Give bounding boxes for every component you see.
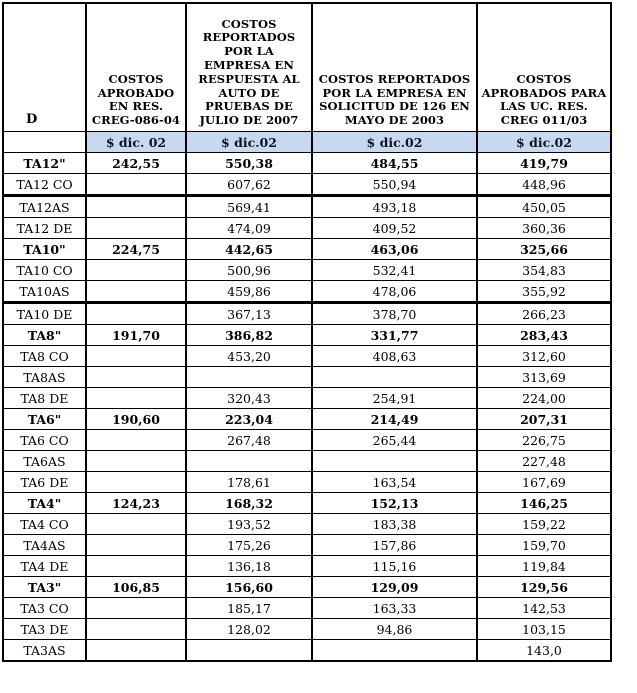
value-cell <box>86 218 186 239</box>
row-label-cell: TA3AS <box>3 640 86 662</box>
value-cell <box>86 640 186 662</box>
row-label-cell: TA3" <box>3 577 86 598</box>
column-header-d: D <box>3 3 86 132</box>
table-row <box>3 281 611 303</box>
value-cell: 478,06 <box>312 281 477 303</box>
value-cell: 128,02 <box>186 619 312 640</box>
value-cell: 226,75 <box>477 430 611 451</box>
value-cell: 569,41 <box>186 196 312 218</box>
value-cell: 378,70 <box>312 303 477 325</box>
table-row <box>3 174 611 196</box>
value-cell: 386,82 <box>186 325 312 346</box>
value-cell: 163,33 <box>312 598 477 619</box>
table-row <box>3 346 611 367</box>
table-row <box>3 196 611 218</box>
value-cell: 193,52 <box>186 514 312 535</box>
table-header <box>3 3 611 153</box>
value-cell: 159,70 <box>477 535 611 556</box>
value-cell <box>86 388 186 409</box>
row-label-cell: TA6AS <box>3 451 86 472</box>
row-label-cell: TA4 CO <box>3 514 86 535</box>
value-cell: 157,86 <box>312 535 477 556</box>
costs-table <box>2 2 612 662</box>
value-cell: 163,54 <box>312 472 477 493</box>
value-cell: 360,36 <box>477 218 611 239</box>
table-row <box>3 472 611 493</box>
units-cell-empty <box>3 132 86 153</box>
value-cell: 331,77 <box>312 325 477 346</box>
row-label-cell: TA12 DE <box>3 218 86 239</box>
value-cell: 493,18 <box>312 196 477 218</box>
value-cell <box>86 619 186 640</box>
value-cell <box>86 260 186 281</box>
value-cell: 283,43 <box>477 325 611 346</box>
value-cell: 119,84 <box>477 556 611 577</box>
value-cell: 146,25 <box>477 493 611 514</box>
table-row <box>3 598 611 619</box>
value-cell: 152,13 <box>312 493 477 514</box>
table-row <box>3 325 611 346</box>
value-cell: 156,60 <box>186 577 312 598</box>
value-cell: 267,48 <box>186 430 312 451</box>
value-cell: 419,79 <box>477 153 611 174</box>
value-cell <box>86 514 186 535</box>
row-label-cell: TA10 CO <box>3 260 86 281</box>
table-row <box>3 218 611 239</box>
units-cell: $ dic. 02 <box>86 132 186 153</box>
value-cell: 254,91 <box>312 388 477 409</box>
row-label-cell: TA10 DE <box>3 303 86 325</box>
units-cell: $ dic.02 <box>312 132 477 153</box>
row-label-cell: TA4 DE <box>3 556 86 577</box>
row-label-cell: TA8 CO <box>3 346 86 367</box>
value-cell <box>86 281 186 303</box>
value-cell <box>86 367 186 388</box>
value-cell: 167,69 <box>477 472 611 493</box>
value-cell: 175,26 <box>186 535 312 556</box>
value-cell: 183,38 <box>312 514 477 535</box>
table-row <box>3 367 611 388</box>
table-row <box>3 556 611 577</box>
value-cell: 550,38 <box>186 153 312 174</box>
value-cell: 103,15 <box>477 619 611 640</box>
value-cell: 450,05 <box>477 196 611 218</box>
value-cell: 367,13 <box>186 303 312 325</box>
value-cell: 224,75 <box>86 239 186 260</box>
table-row <box>3 535 611 556</box>
value-cell: 266,23 <box>477 303 611 325</box>
header-units-row <box>3 132 611 153</box>
value-cell: 159,22 <box>477 514 611 535</box>
value-cell: 124,23 <box>86 493 186 514</box>
value-cell <box>86 598 186 619</box>
value-cell: 143,0 <box>477 640 611 662</box>
value-cell: 312,60 <box>477 346 611 367</box>
column-header-costos-reportados-auto-pruebas-2007: COSTOS REPORTADOS POR LA EMPRESA EN RESPUESTA AL AUTO DE PRUEBAS DE JULIO DE 2007 <box>186 3 312 132</box>
value-cell <box>86 535 186 556</box>
value-cell: 207,31 <box>477 409 611 430</box>
value-cell: 129,56 <box>477 577 611 598</box>
value-cell: 607,62 <box>186 174 312 196</box>
value-cell: 453,20 <box>186 346 312 367</box>
row-label-cell: TA3 DE <box>3 619 86 640</box>
row-label-cell: TA10" <box>3 239 86 260</box>
value-cell <box>186 367 312 388</box>
row-label-cell: TA12 CO <box>3 174 86 196</box>
row-label-cell: TA3 CO <box>3 598 86 619</box>
table-row <box>3 430 611 451</box>
value-cell <box>86 196 186 218</box>
value-cell <box>86 346 186 367</box>
value-cell: 94,86 <box>312 619 477 640</box>
value-cell: 168,32 <box>186 493 312 514</box>
value-cell <box>186 451 312 472</box>
value-cell: 142,53 <box>477 598 611 619</box>
value-cell: 500,96 <box>186 260 312 281</box>
value-cell: 191,70 <box>86 325 186 346</box>
value-cell: 190,60 <box>86 409 186 430</box>
row-label-cell: TA6 DE <box>3 472 86 493</box>
column-header-costos-reportados-solicitud-126-2003: COSTOS REPORTADOS POR LA EMPRESA EN SOLICITUD DE 126 EN MAYO DE 2003 <box>312 3 477 132</box>
value-cell: 115,16 <box>312 556 477 577</box>
table-row <box>3 153 611 174</box>
value-cell: 550,94 <box>312 174 477 196</box>
table-row <box>3 303 611 325</box>
table-row <box>3 619 611 640</box>
value-cell <box>186 640 312 662</box>
table-body <box>3 153 611 662</box>
value-cell: 474,09 <box>186 218 312 239</box>
column-header-costos-aprobados-uc-res-creg-011-03: COSTOS APROBADOS PARA LAS UC. RES. CREG 011/03 <box>477 3 611 132</box>
value-cell: 106,85 <box>86 577 186 598</box>
value-cell <box>86 174 186 196</box>
table-row <box>3 409 611 430</box>
value-cell: 463,06 <box>312 239 477 260</box>
row-label-cell: TA12AS <box>3 196 86 218</box>
table-row <box>3 577 611 598</box>
value-cell: 223,04 <box>186 409 312 430</box>
row-label-cell: TA4AS <box>3 535 86 556</box>
row-label-cell: TA6 CO <box>3 430 86 451</box>
value-cell: 178,61 <box>186 472 312 493</box>
table-row <box>3 514 611 535</box>
row-label-cell: TA6" <box>3 409 86 430</box>
table-row <box>3 388 611 409</box>
row-label-cell: TA4" <box>3 493 86 514</box>
value-cell: 354,83 <box>477 260 611 281</box>
value-cell <box>86 430 186 451</box>
table-row <box>3 640 611 662</box>
value-cell: 532,41 <box>312 260 477 281</box>
row-label-cell: TA8" <box>3 325 86 346</box>
value-cell: 448,96 <box>477 174 611 196</box>
value-cell <box>86 556 186 577</box>
value-cell <box>86 451 186 472</box>
value-cell: 484,55 <box>312 153 477 174</box>
row-label-cell: TA10AS <box>3 281 86 303</box>
value-cell: 325,66 <box>477 239 611 260</box>
value-cell <box>312 640 477 662</box>
table-row <box>3 451 611 472</box>
value-cell: 242,55 <box>86 153 186 174</box>
row-label-cell: TA8 DE <box>3 388 86 409</box>
value-cell <box>86 472 186 493</box>
value-cell: 214,49 <box>312 409 477 430</box>
value-cell: 408,63 <box>312 346 477 367</box>
header-title-row <box>3 3 611 132</box>
value-cell: 136,18 <box>186 556 312 577</box>
value-cell <box>312 367 477 388</box>
value-cell: 355,92 <box>477 281 611 303</box>
value-cell: 320,43 <box>186 388 312 409</box>
value-cell <box>312 451 477 472</box>
value-cell: 409,52 <box>312 218 477 239</box>
table-row <box>3 239 611 260</box>
value-cell <box>86 303 186 325</box>
column-header-costos-aprobado-res-creg-086-04: COSTOS APROBADO EN RES. CREG-086-04 <box>86 3 186 132</box>
units-cell: $ dic.02 <box>477 132 611 153</box>
value-cell: 442,65 <box>186 239 312 260</box>
value-cell: 185,17 <box>186 598 312 619</box>
table-row <box>3 493 611 514</box>
units-cell: $ dic.02 <box>186 132 312 153</box>
row-label-cell: TA12" <box>3 153 86 174</box>
value-cell: 227,48 <box>477 451 611 472</box>
value-cell: 313,69 <box>477 367 611 388</box>
value-cell: 265,44 <box>312 430 477 451</box>
table-row <box>3 260 611 281</box>
value-cell: 129,09 <box>312 577 477 598</box>
value-cell: 459,86 <box>186 281 312 303</box>
row-label-cell: TA8AS <box>3 367 86 388</box>
value-cell: 224,00 <box>477 388 611 409</box>
